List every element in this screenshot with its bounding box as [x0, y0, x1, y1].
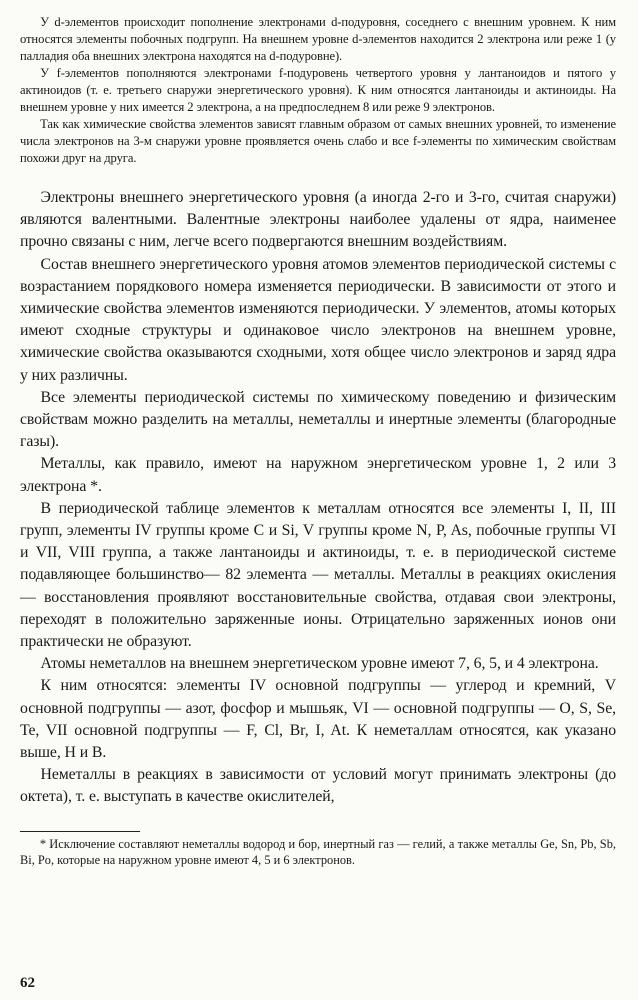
intro-paragraph: У d-элементов происходит пополнение электронами d-подуровня, соседнего с внешним уровнем. К ним относятся элементы побочных подгрупп. На внешнем уровне d-элементов находится 2 электрона или реже 1 (у палладия оба внешних электрона находятся на d-подуровне).: [20, 15, 616, 63]
page-number: 62: [20, 975, 35, 991]
body-paragraph: К ним относятся: элементы IV основной подгруппы — углерод и кремний, V основной подгруппы — азот, фосфор и мышьяк, VI — основной подгруппы — O, S, Se, Te, VII основной подгруппы — F, Cl, Br, I, At. К неметаллам относятся, как указано выше, H и B.: [20, 677, 616, 762]
intro-section: [20, 14, 616, 167]
body-paragraph: Металлы, как правило, имеют на наружном энергетическом уровне 1, 2 или 3 электрона *.: [20, 455, 616, 495]
footnote-divider: [20, 831, 140, 832]
body-paragraph: Неметаллы в реакциях в зависимости от условий могут принимать электроны (до октета), т. е. выступать в качестве окислителей,: [20, 766, 616, 806]
intro-paragraph: Так как химические свойства элементов зависят главным образом от самых внешних уровней, то изменение числа электронов на 3-м снаружи уровне проявляется очень слабо и все f-элементы по химическим свойствам похожи друг на друга.: [20, 117, 616, 165]
body-paragraph: Все элементы периодической системы по химическому поведению и физическим свойствам можно разделить на металлы, неметаллы и инертные элементы (благородные газы).: [20, 388, 616, 451]
main-text: [20, 187, 616, 809]
intro-paragraph: У f-элементов пополняются электронами f-подуровень четвертого уровня у лантаноидов и пятого у актиноидов (т. е. третьего снаружи энергетического уровня). К ним относятся лантаноиды и актиноиды. На внешнем уровне у них имеется 2 электрона, а на предпоследнем 8 или реже 9 электронов.: [20, 66, 616, 114]
body-paragraph: Атомы неметаллов на внешнем энергетическом уровне имеют 7, 6, 5, и 4 электрона.: [40, 655, 599, 673]
body-paragraph: Электроны внешнего энергетического уровня (а иногда 2-го и 3-го, считая снаружи) являются валентными. Валентные электроны наиболее удалены от ядра, наименее прочно связаны с ним, легче всего подвергаются внешним воздействиям.: [20, 189, 616, 251]
footnote-section: [20, 836, 616, 869]
body-paragraph: Состав внешнего энергетического уровня атомов элементов периодической системы с возрастанием порядкового номера изменяется периодически. В зависимости от этого и химические свойства элементов изменяются периодически. У элементов, атомы которых имеют сходные структуры и одинаковое число электронов на внешнем уровне, химические свойства оказываются сходными, хотя общее число электронов и заряд ядра у них различны.: [20, 255, 616, 384]
footnote: * Исключение составляют неметаллы водород и бор, инертный газ — гелий, а также металлы Ge, Sn, Pb, Sb, Bi, Po, которые на наружном уровне имеют 4, 5 и 6 электронов.: [20, 836, 616, 868]
body-paragraph: В периодической таблице элементов к металлам относятся все элементы I, II, III групп, элементы IV группы кроме C и Si, V группы кроме N, P, As, побочные группы VI и VII, VIII группа, а также лантаноиды и актиноиды, т. е. в периодической системе подавляющее большинство— 82 элемента — металлы. Металлы в реакциях окисления — восстановления проявляют восстановительные свойства, отдавая свои электроны, переходят в положительно заряженные ионы. Отрицательно заряженных ионов они практически не образуют.: [20, 499, 616, 651]
